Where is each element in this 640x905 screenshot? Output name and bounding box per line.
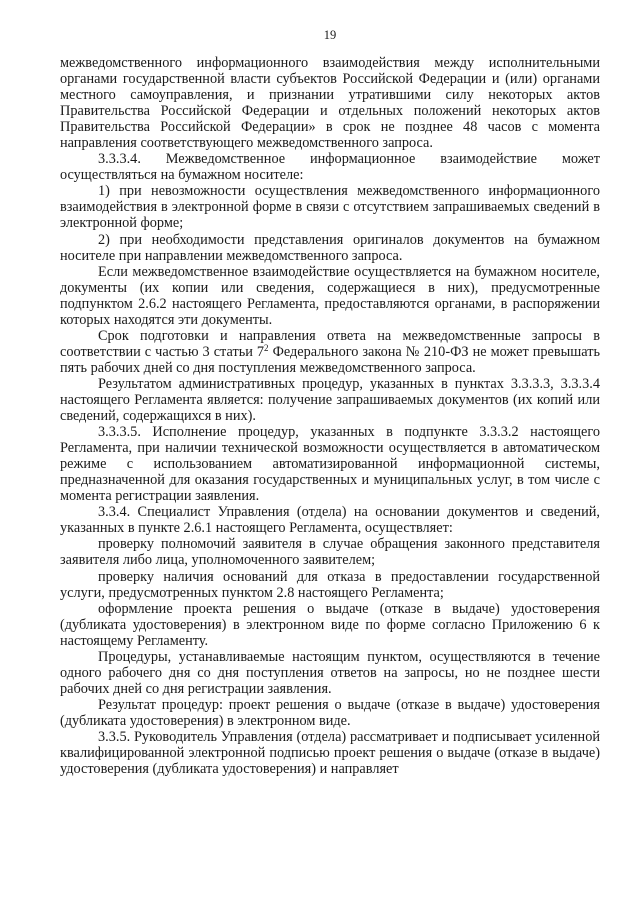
paragraph-continuation: межведомственного информационного взаимодействия между исполнительными органами государственной власти субъектов Российской Федерации и (или) органами местного самоуправления, и признании утратившими силу некоторых актов Правительства Российской Федерации и отдельных положений некоторых актов Правительства Российской Федерации» в срок не позднее 48 часов с момента направления соответствующего межведомственного запроса. (60, 55, 600, 152)
paragraph-paper-interaction: Если межведомственное взаимодействие осуществляется на бумажном носителе, документы (их копии или сведения, содержащиеся в них), предусмотренные подпунктом 2.6.2 настоящего Регламента, предоставляются органами, в распоряжении которых находятся эти документы. (60, 263, 600, 328)
paragraph-check-authority: проверку полномочий заявителя в случае обращения законного представителя заявителя либо лица, уполномоченного заявителем; (60, 536, 600, 569)
paragraph-item-2: 2) при необходимости представления оригиналов документов на бумажном носителе при направлении межведомственного запроса. (60, 231, 600, 264)
page-number: 19 (323, 28, 337, 42)
paragraph-procedure-result: Результат процедур: проект решения о выдаче (отказе в выдаче) удостоверения (дубликата удостоверения) в электронном виде. (60, 696, 600, 729)
paragraph-item-1: 1) при невозможности осуществления межведомственного информационного взаимодействия в электронной форме в связи с отсутствием запрашиваемых сведений в электронной форме; (60, 183, 600, 232)
paragraph-check-refusal-grounds: проверку наличия оснований для отказа в предоставлении государственной услуги, предусмотренных пунктом 2.8 настоящего Регламента; (60, 568, 600, 601)
superscript-2: 2 (264, 342, 269, 353)
document-body (60, 55, 600, 777)
paragraph-response-deadline: Срок подготовки и направления ответа на межведомственные запросы в соответствии с частью 3 статьи $7^2$ Федерального закона № 210-ФЗ не может превышать пять рабочих дней со дня поступления межведомственного запроса. (60, 327, 600, 376)
paragraph-draft-decision: оформление проекта решения о выдаче (отказе в выдаче) удостоверения (дубликата удостоверения) в электронном виде по форме согласно Приложению 6 к настоящему Регламенту. (60, 600, 600, 649)
paragraph-3-3-5: 3.3.5. Руководитель Управления (отдела) рассматривает и подписывает усиленной квалифицированной электронной подписью проект решения о выдаче (отказе в выдаче) удостоверения (дубликата удостоверения) и направляет (60, 728, 600, 778)
paragraph-3-3-4: 3.3.4. Специалист Управления (отдела) на основании документов и сведений, указанных в пункте 2.6.1 настоящего Регламента, осуществляет: (60, 504, 600, 537)
paragraph-3-3-3-5: 3.3.3.5. Исполнение процедур, указанных в подпункте 3.3.3.2 настоящего Регламента, при наличии технической возможности осуществляется в автоматическом режиме с использованием автоматизированной информационной системы, предназначенной для оказания государственных и муниципальных услуг, в том числе с момента регистрации заявления. (60, 424, 600, 505)
paragraph-result-3-3-3: Результатом административных процедур, указанных в пунктах 3.3.3.3, 3.3.3.4 настоящего Регламента является: получение запрашиваемых документов (их копий или сведений, содержащихся в них). (60, 375, 600, 425)
paragraph-procedure-timing: Процедуры, устанавливаемые настоящим пунктом, осуществляются в течение одного рабочего дня со дня поступления ответов на запросы, но не позднее шести рабочих дней со дня регистрации заявления. (60, 648, 600, 697)
paragraph-3-3-3-4: 3.3.3.4. Межведомственное информационное взаимодействие может осуществляться на бумажном носителе: (60, 151, 600, 184)
